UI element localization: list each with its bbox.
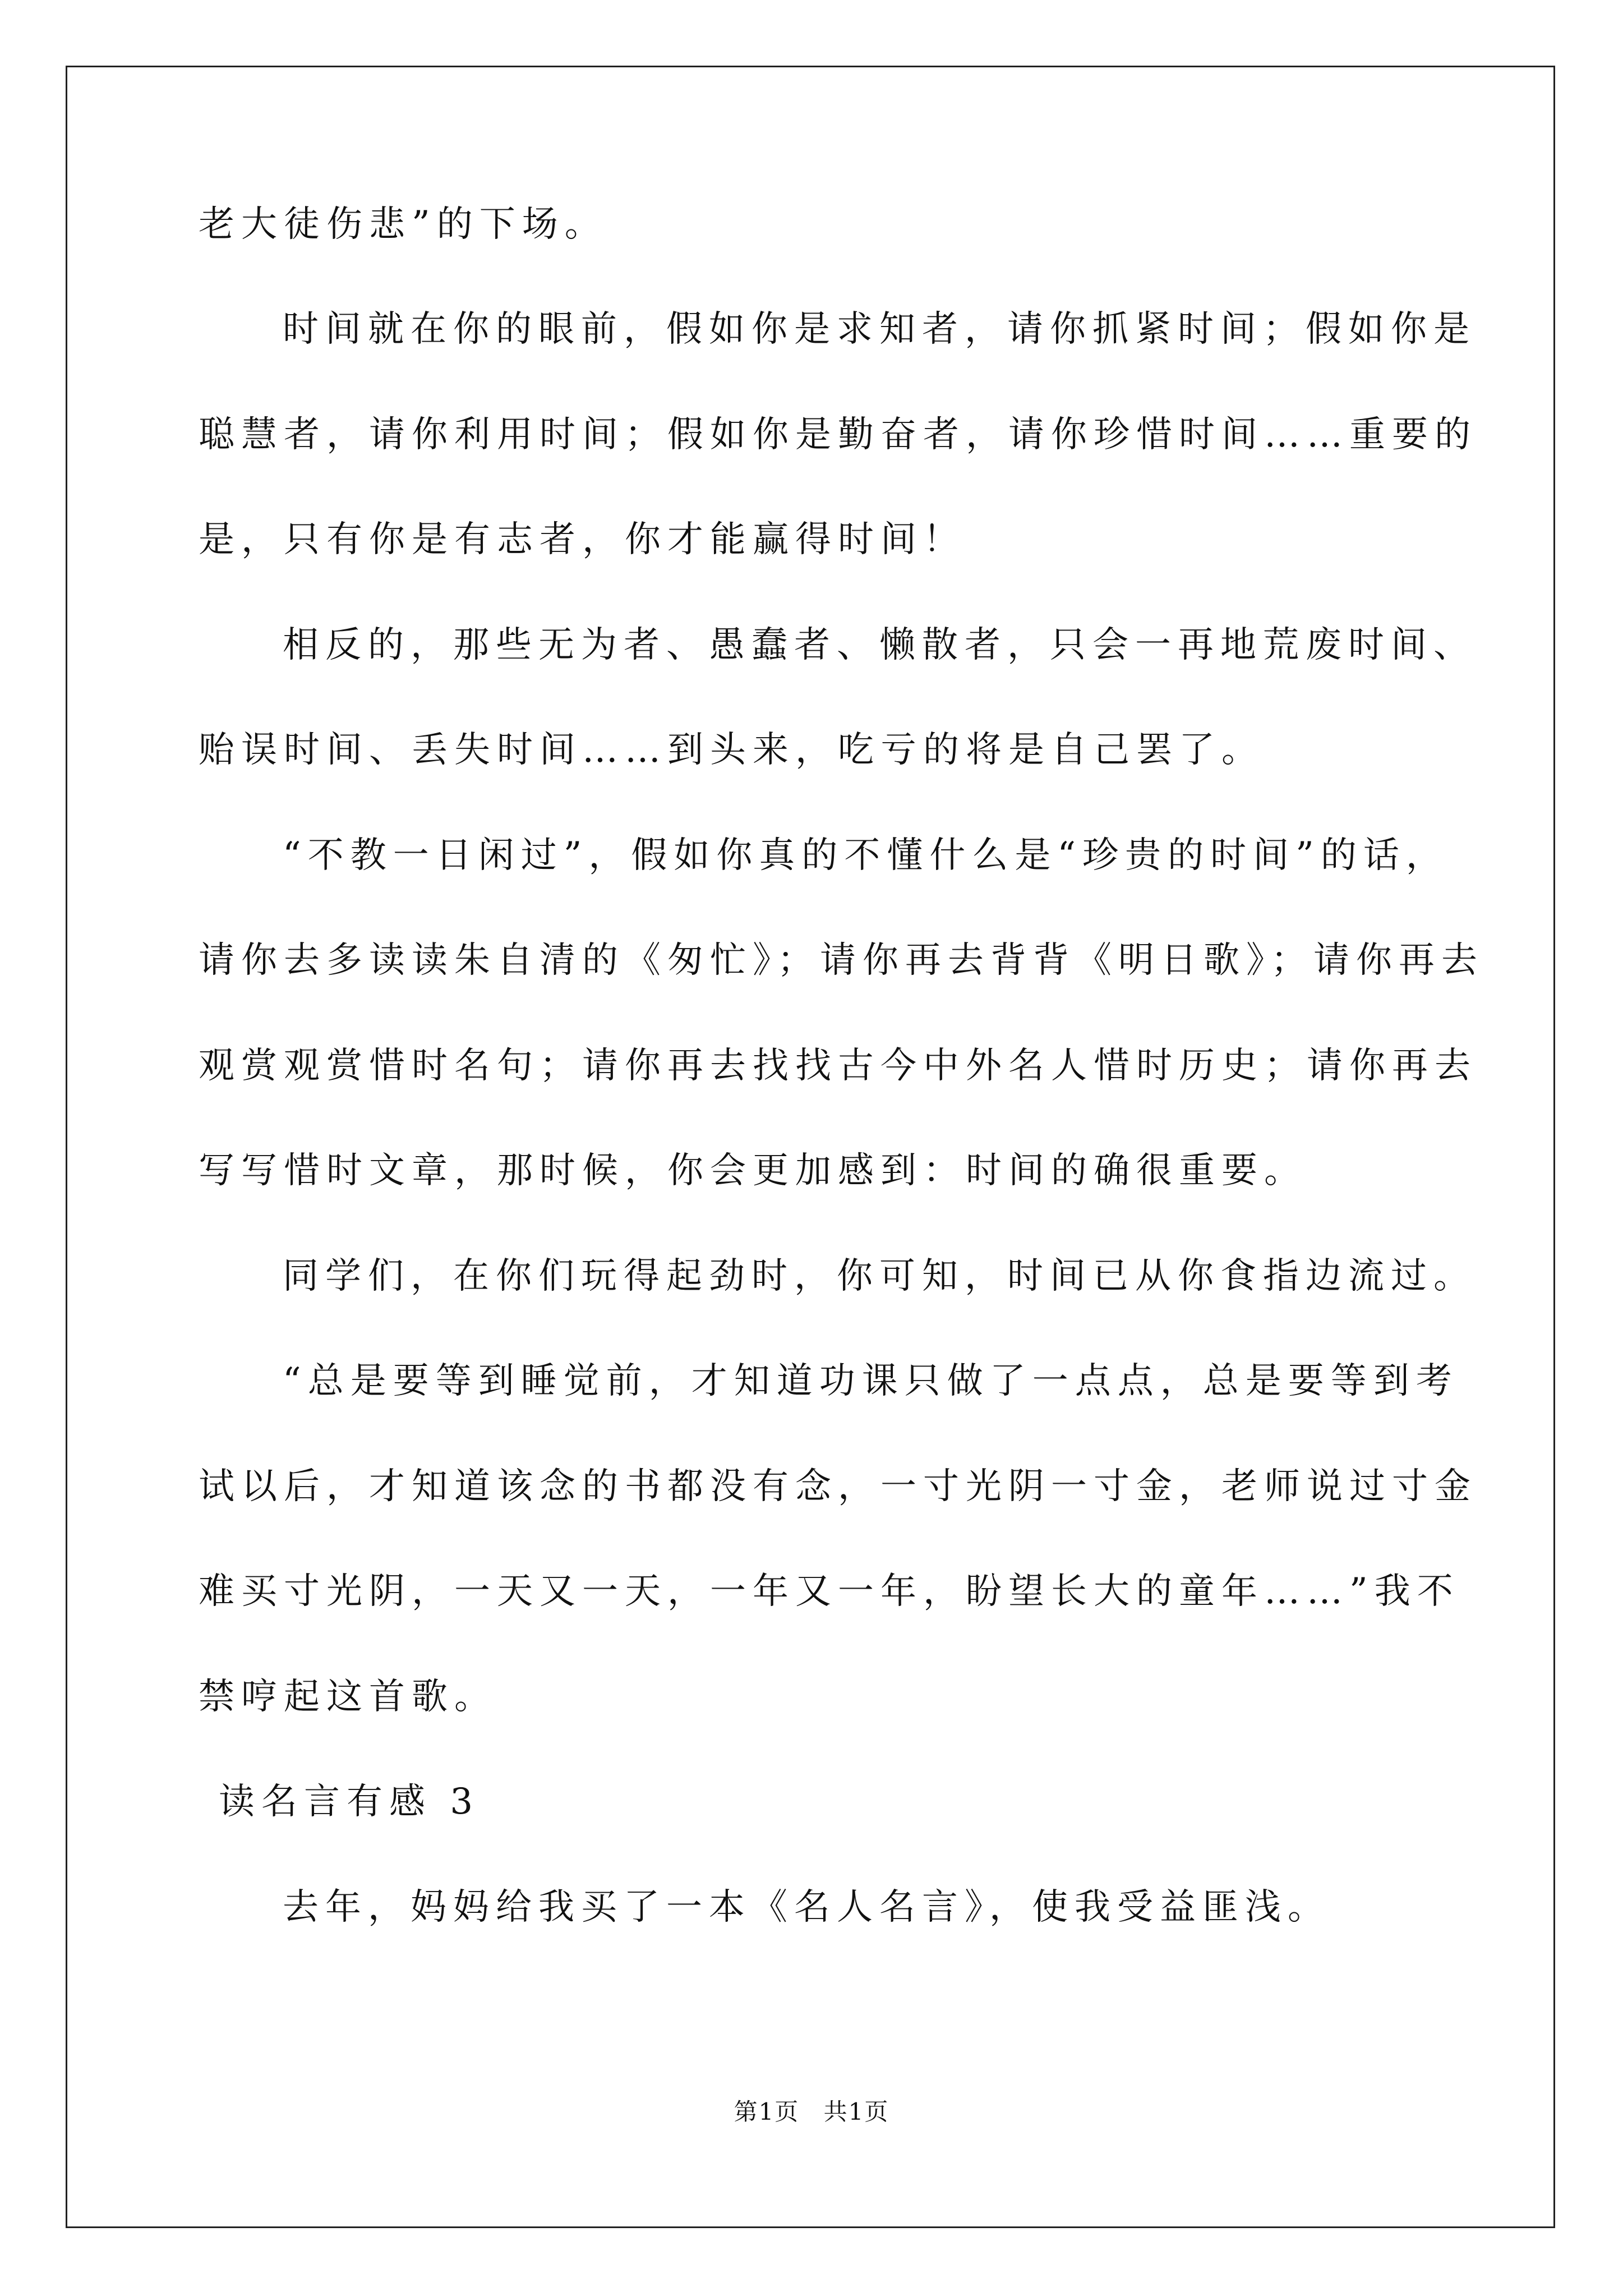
paragraph-line: “不教一日闲过”，假如你真的不懂什么是“珍贵的时间”的话，	[283, 835, 1449, 876]
paragraph-line: 老大徒伤悲”的下场。	[199, 204, 607, 245]
paragraph-line: “总是要等到睡觉前，才知道功课只做了一点点，总是要等到考	[283, 1360, 1459, 1402]
page-number: 第1页	[734, 2098, 800, 2125]
paragraph-line: 写写惜时文章，那时候，你会更加感到：时间的确很重要。	[199, 1150, 1307, 1191]
paragraph-line: 禁哼起这首歌。	[199, 1676, 497, 1718]
paragraph-line: 观赏观赏惜时名句；请你再去找找古今中外名人惜时历史；请你再去	[199, 1045, 1477, 1087]
paragraph-line: 时间就在你的眼前，假如你是求知者，请你抓紧时间；假如你是	[283, 309, 1476, 350]
section-heading: 读名言有感 3	[219, 1781, 480, 1823]
paragraph-line: 相反的，那些无为者、愚蠢者、懒散者，只会一再地荒废时间、	[283, 624, 1476, 666]
paragraph-line: 去年，妈妈给我买了一本《名人名言》，使我受益匪浅。	[283, 1887, 1330, 1928]
paragraph-line: 是，只有你是有志者，你才能赢得时间！	[199, 519, 966, 560]
paragraph-line: 同学们，在你们玩得起劲时，你可知，时间已从你食指边流过。	[283, 1255, 1476, 1297]
paragraph-line: 试以后，才知道该念的书都没有念，一寸光阴一寸金，老师说过寸金	[199, 1466, 1477, 1507]
paragraph-line: 请你去多读读朱自清的《匆忙》；请你再去背背《明日歌》；请你再去	[199, 940, 1484, 981]
paragraph-line: 贻误时间、丢失时间……到头来，吃亏的将是自己罢了。	[199, 729, 1264, 771]
page-total: 共1页	[823, 2098, 889, 2125]
paragraph-line: 难买寸光阴，一天又一天，一年又一年，盼望长大的童年……”我不	[199, 1571, 1460, 1612]
paragraph-line: 聪慧者，请你利用时间；假如你是勤奋者，请你珍惜时间……重要的	[199, 414, 1477, 455]
page-footer	[0, 2098, 1623, 2126]
